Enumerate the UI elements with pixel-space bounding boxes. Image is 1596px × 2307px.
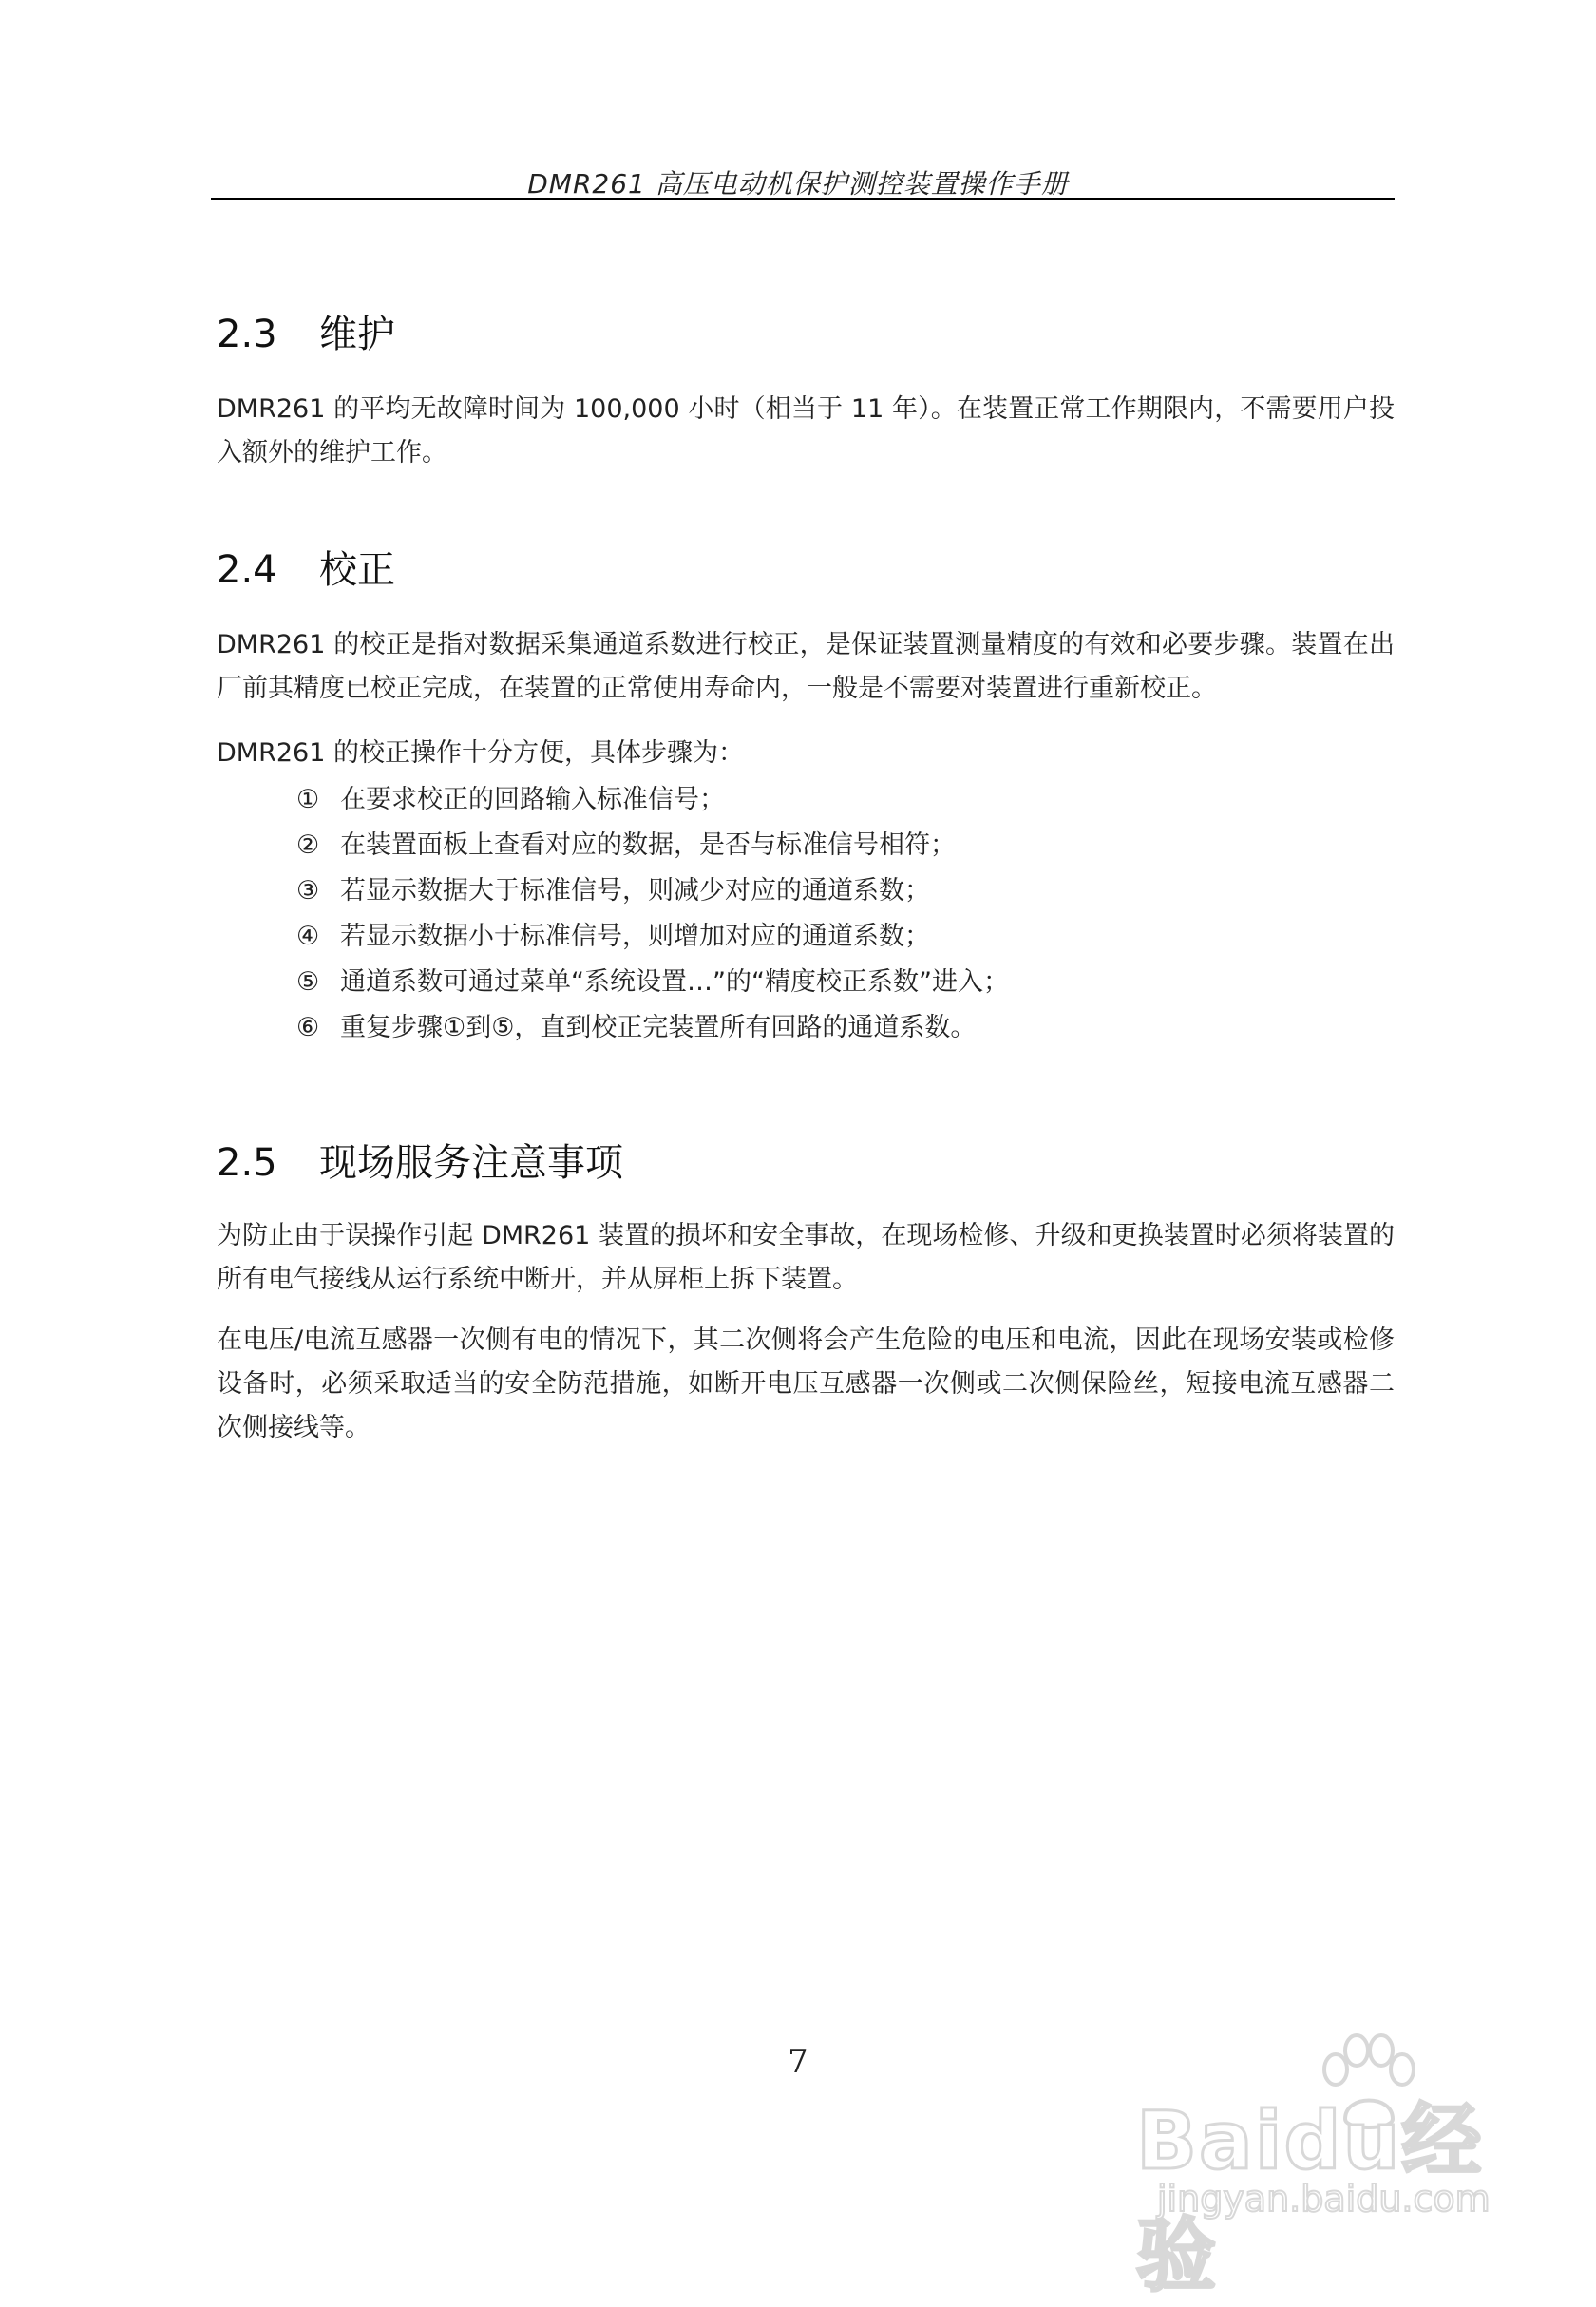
list-item: [296, 1006, 1389, 1052]
header-rule: [211, 198, 1395, 200]
step-marker: ①: [296, 785, 320, 814]
list-item: [296, 915, 1389, 961]
watermark-url: jingyan.baidu.com: [1157, 2178, 1491, 2220]
watermark-brand: Baidu经验: [1136, 2094, 1484, 2302]
step-text: 在要求校正的回路输入标准信号；: [340, 785, 725, 814]
paragraph: DMR261 的校正操作十分方便，具体步骤为：: [217, 738, 744, 768]
paragraph: 在电压/电流互感器一次侧有电的情况下，其二次侧将会产生危险的电压和电流，因此在现场安装或检修设备时，必须采取适当的安全防范措施，如断开电压互感器一次侧或二次侧保险丝，短接电流互感器二次侧接线等。: [217, 1325, 1395, 1442]
section-number: 2.4: [217, 548, 277, 592]
step-text: 通道系数可通过菜单“系统设置…”的“精度校正系数”进入；: [340, 967, 1009, 997]
step-text: 在装置面板上查看对应的数据，是否与标准信号相符；: [340, 830, 956, 860]
step-text: 重复步骤①到⑤，直到校正完装置所有回路的通道系数。: [340, 1013, 977, 1042]
page-number: 7: [788, 2043, 808, 2081]
paragraph: DMR261 的校正是指对数据采集通道系数进行校正，是保证装置测量精度的有效和必要步骤。装置在出厂前其精度已校正完成，在装置的正常使用寿命内，一般是不需要对装置进行重新校正。: [217, 630, 1395, 703]
section-title: 维护: [319, 313, 395, 356]
step-text: 若显示数据大于标准信号，则减少对应的通道系数；: [340, 876, 930, 906]
step-marker: ②: [296, 830, 320, 860]
section-heading-2-5: [217, 1133, 623, 1187]
section-heading-2-4: [217, 540, 395, 594]
step-marker: ⑤: [296, 967, 320, 997]
step-text: 若显示数据小于标准信号，则增加对应的通道系数；: [340, 922, 930, 951]
list-item: [296, 778, 1389, 824]
section-title: 现场服务注意事项: [319, 1141, 623, 1185]
step-marker: ③: [296, 876, 320, 906]
section-heading-2-3: [217, 304, 395, 358]
section-title: 校正: [319, 548, 395, 592]
section-number: 2.5: [217, 1141, 277, 1185]
calibration-steps-list: [296, 778, 1389, 1052]
paragraph: DMR261 的平均无故障时间为 100,000 小时（相当于 11 年）。在装置正常工作期限内，不需要用户投入额外的维护工作。: [217, 394, 1395, 467]
section-number: 2.3: [217, 313, 277, 356]
list-item: [296, 869, 1389, 915]
baidu-jingyan-watermark: [1136, 2031, 1545, 2302]
header-title: DMR261 高压电动机保护测控装置操作手册: [527, 168, 1069, 200]
list-item: [296, 961, 1389, 1006]
paragraph: 为防止由于误操作引起 DMR261 装置的损坏和安全事故，在现场检修、升级和更换装置时必须将装置的所有电气接线从运行系统中断开，并从屏柜上拆下装置。: [217, 1221, 1395, 1294]
step-marker: ⑥: [296, 1013, 320, 1042]
list-item: [296, 824, 1389, 869]
step-marker: ④: [296, 922, 320, 951]
